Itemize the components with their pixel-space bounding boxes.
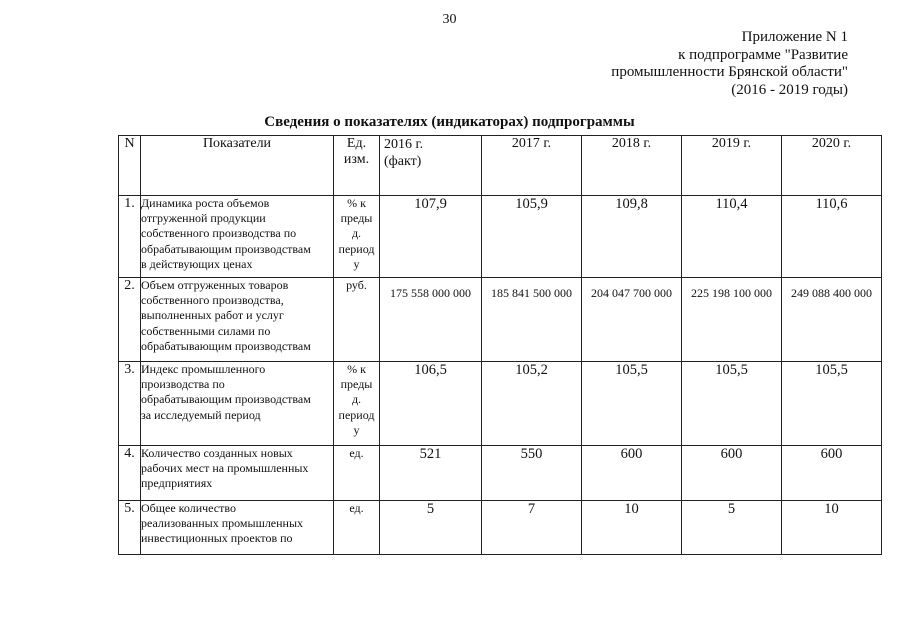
name-line: реализованных промышленных	[141, 516, 304, 531]
header-year-2018: 2018 г.	[582, 136, 682, 196]
value-2019: 5	[682, 501, 782, 555]
indicator-name	[141, 446, 334, 501]
name-line: Динамика роста объемов	[141, 196, 270, 210]
header-indicator: Показатели	[141, 136, 334, 196]
unit-cell	[334, 278, 380, 362]
header-year-2019: 2019 г.	[682, 136, 782, 196]
unit-cell	[334, 362, 380, 446]
unit-line: период	[338, 241, 375, 256]
indicator-name	[141, 196, 334, 278]
table-row	[119, 501, 882, 555]
table-row	[119, 196, 882, 278]
header-year-line: (факт)	[384, 154, 422, 169]
name-line: производства по	[141, 377, 225, 392]
name-line: за исследуемый период	[141, 407, 261, 422]
value-2020: 10	[782, 501, 882, 555]
row-number: 2.	[119, 278, 141, 362]
indicator-name	[141, 501, 334, 555]
unit-cell	[334, 501, 380, 555]
unit-line: руб.	[346, 278, 367, 292]
unit-line: преды	[340, 377, 373, 392]
value-2018: 109,8	[582, 196, 682, 278]
row-number: 5.	[119, 501, 141, 555]
indicator-name	[141, 278, 334, 362]
value-2020: 600	[782, 446, 882, 501]
name-line: инвестиционных проектов по	[141, 531, 293, 546]
name-line: собственного производства по	[141, 226, 297, 241]
value-2016: 5	[380, 501, 482, 555]
name-line: рабочих мест на промышленных	[141, 461, 309, 476]
header-year-2020: 2020 г.	[782, 136, 882, 196]
indicators-table	[118, 135, 882, 555]
unit-line: % к	[347, 196, 366, 210]
row-number: 4.	[119, 446, 141, 501]
header-year-2016	[380, 136, 482, 196]
value-2017: 105,9	[482, 196, 582, 278]
value-2018: 105,5	[582, 362, 682, 446]
unit-line: у	[353, 422, 360, 437]
unit-line: ед.	[349, 446, 364, 460]
value-2016: 521	[380, 446, 482, 501]
unit-line: д.	[351, 392, 362, 407]
value-2018: 10	[582, 501, 682, 555]
value-2019: 600	[682, 446, 782, 501]
name-line: отгруженной продукции	[141, 211, 266, 226]
page-number: 30	[442, 12, 457, 27]
value-2016: 107,9	[380, 196, 482, 278]
value-2019: 105,5	[682, 362, 782, 446]
name-line: Объем отгруженных товаров	[141, 278, 289, 292]
unit-line: % к	[347, 362, 366, 376]
name-line: выполненных работ и услуг	[141, 308, 284, 323]
row-number: 3.	[119, 362, 141, 446]
name-line: обрабатывающим производствам	[141, 392, 311, 407]
appendix-header	[611, 29, 848, 99]
document-title: Сведения о показателях (индикаторах) подпрограммы	[264, 114, 635, 130]
appendix-line: Приложение N 1	[741, 29, 848, 45]
value-2016: 106,5	[380, 362, 482, 446]
value-2020: 249 088 400 000	[782, 278, 882, 362]
name-line: обрабатывающим производствам	[141, 338, 311, 353]
value-2016: 175 558 000 000	[380, 278, 482, 362]
row-number: 1.	[119, 196, 141, 278]
name-line: собственными силами по	[141, 323, 271, 338]
table-row	[119, 446, 882, 501]
table-row	[119, 362, 882, 446]
name-line: предприятиях	[141, 476, 213, 491]
appendix-line: (2016 - 2019 годы)	[731, 81, 848, 98]
value-2020: 105,5	[782, 362, 882, 446]
header-unit-line: изм.	[343, 152, 370, 167]
unit-line: преды	[340, 211, 373, 226]
value-2018: 204 047 700 000	[582, 278, 682, 362]
name-line: Индекс промышленного	[141, 362, 266, 376]
value-2019: 225 198 100 000	[682, 278, 782, 362]
value-2017: 7	[482, 501, 582, 555]
header-unit	[334, 136, 380, 196]
unit-line: у	[353, 256, 360, 271]
name-line: собственного производства,	[141, 293, 284, 308]
table-row	[119, 278, 882, 362]
unit-line: д.	[351, 226, 362, 241]
header-unit-line: Ед.	[346, 136, 367, 151]
appendix-line: промышленности Брянской области"	[611, 64, 848, 80]
unit-line: ед.	[349, 501, 364, 515]
header-year-line: 2016 г.	[384, 137, 424, 152]
name-line: Общее количество	[141, 501, 236, 515]
value-2018: 600	[582, 446, 682, 501]
name-line: обрабатывающим производствам	[141, 241, 311, 256]
value-2017: 185 841 500 000	[482, 278, 582, 362]
indicator-name	[141, 362, 334, 446]
unit-cell	[334, 196, 380, 278]
appendix-line: к подпрограмме "Развитие	[678, 46, 848, 63]
header-number: N	[119, 136, 141, 196]
header-year-2017: 2017 г.	[482, 136, 582, 196]
name-line: в действующих ценах	[141, 256, 253, 271]
unit-cell	[334, 446, 380, 501]
value-2020: 110,6	[782, 196, 882, 278]
value-2019: 110,4	[682, 196, 782, 278]
value-2017: 105,2	[482, 362, 582, 446]
value-2017: 550	[482, 446, 582, 501]
table-header-row	[119, 136, 882, 196]
unit-line: период	[338, 407, 375, 422]
name-line: Количество созданных новых	[141, 446, 293, 460]
